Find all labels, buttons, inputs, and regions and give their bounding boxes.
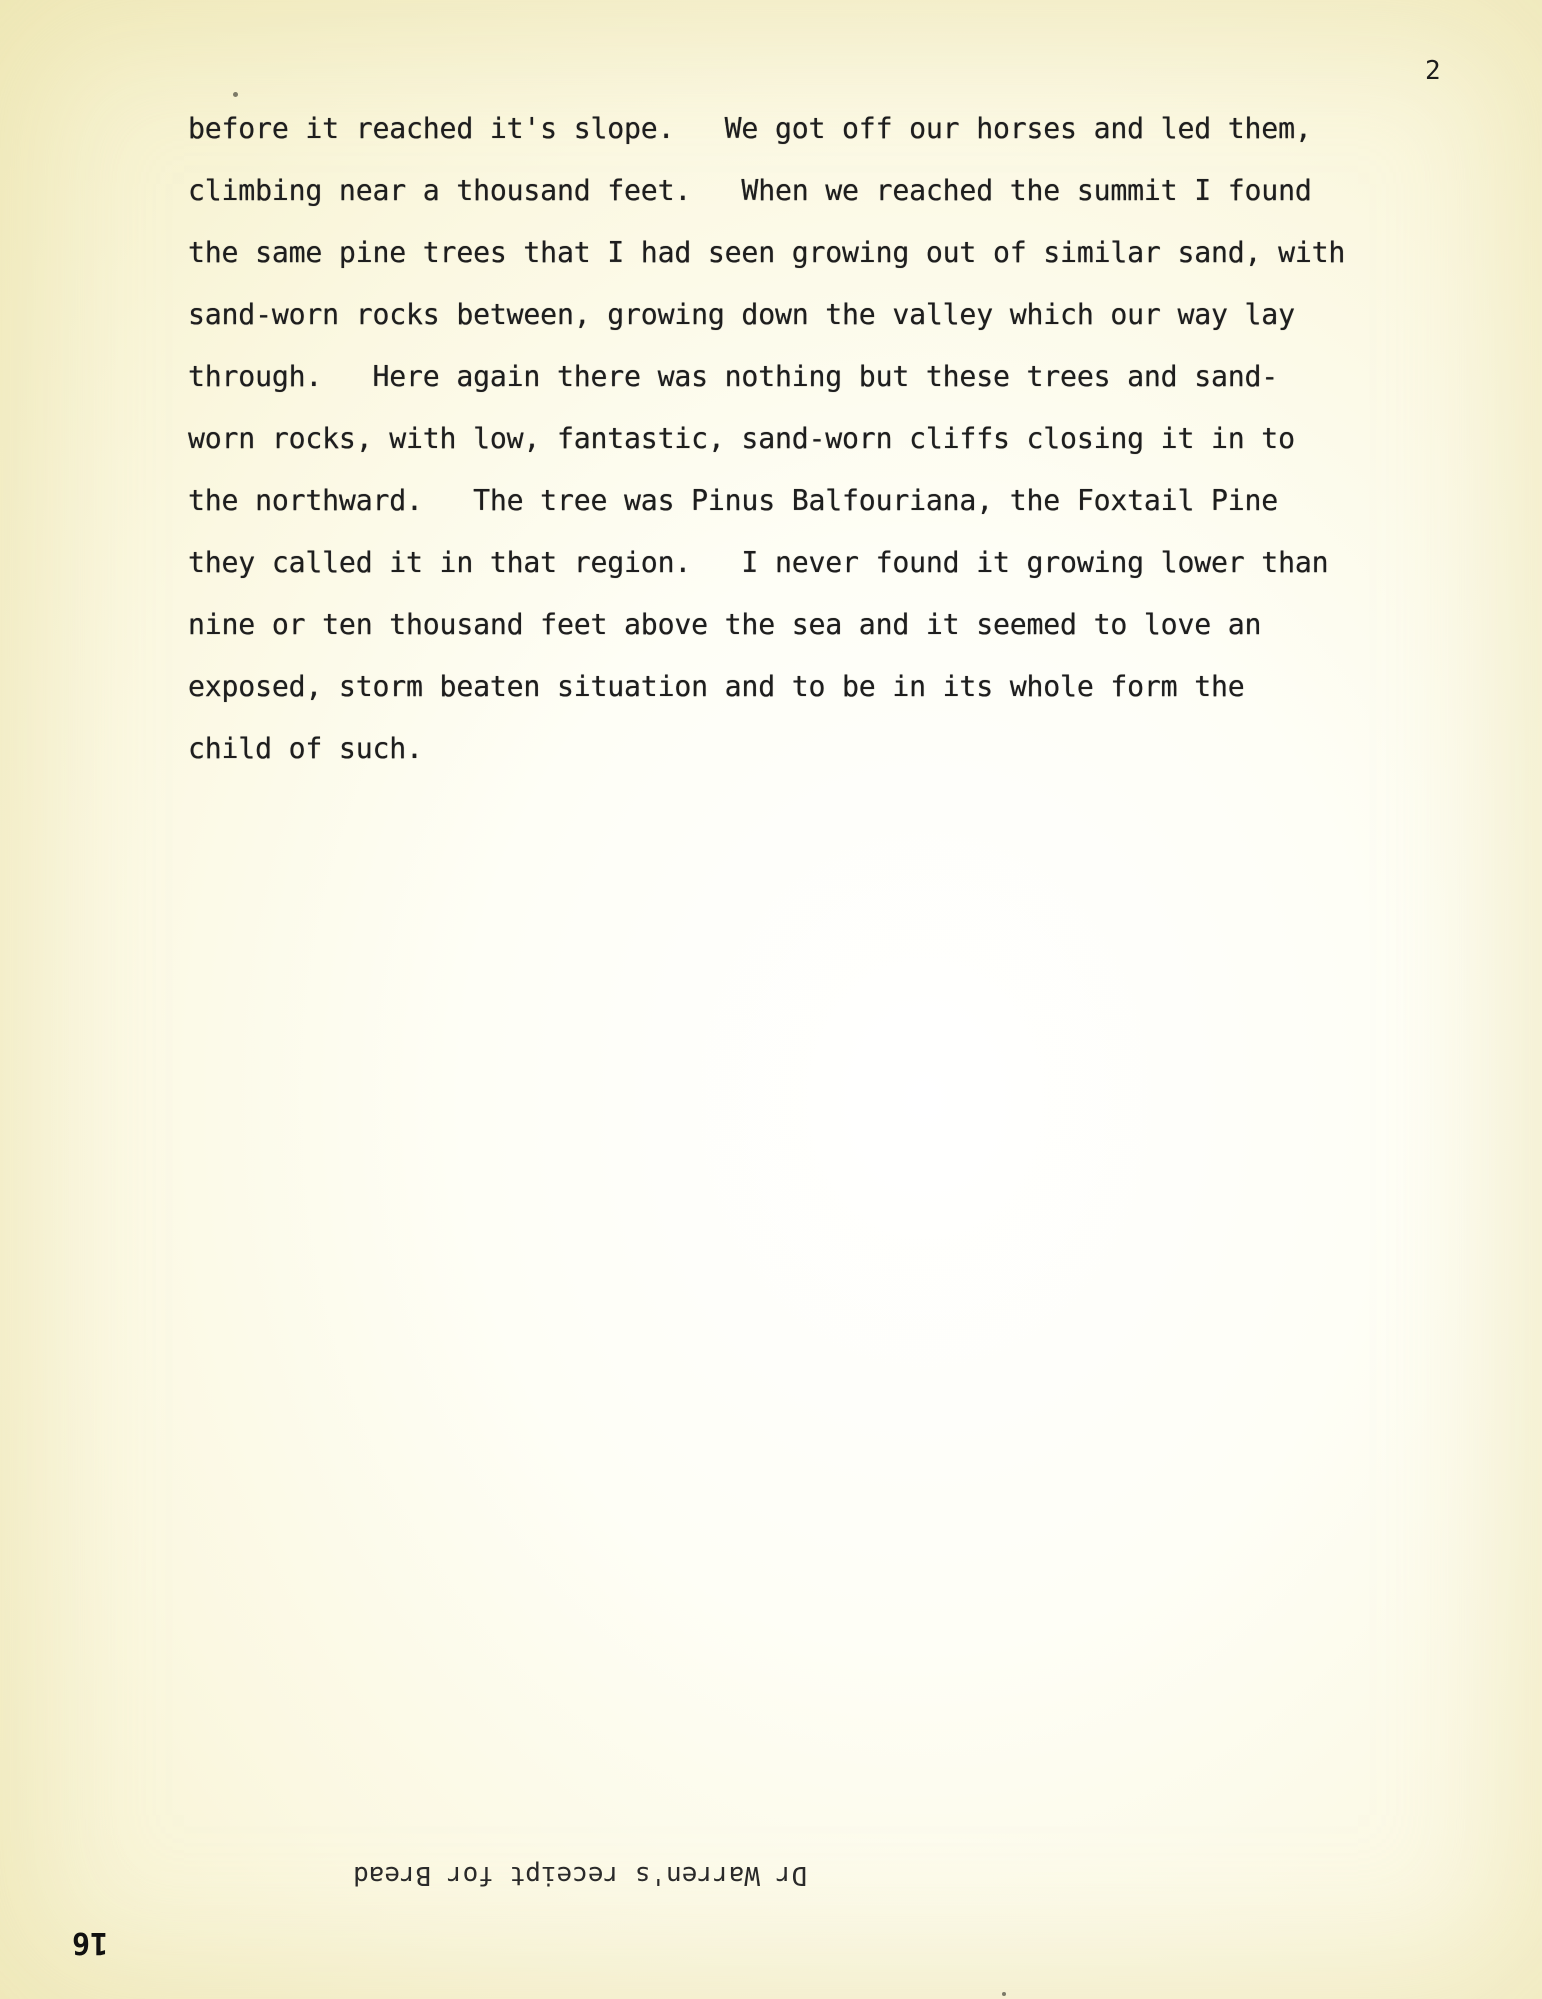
typed-text-body (188, 98, 1488, 780)
inverted-receipt-note: Dr Warren's receipt for Bread (353, 1860, 807, 1890)
text-line: worn rocks, with low, fantastic, sand-worn cliffs closing it in to (188, 422, 1295, 455)
ink-speck (233, 92, 238, 97)
text-line: exposed, storm beaten situation and to be in its whole form the (188, 670, 1245, 703)
text-line: nine or ten thousand feet above the sea and it seemed to love an (188, 608, 1262, 641)
text-line: before it reached it's slope. We got off our horses and led them, (188, 112, 1312, 145)
ink-speck (1002, 1992, 1006, 1996)
page-number: 2 (1425, 56, 1441, 86)
text-line: the northward. The tree was Pinus Balfouriana, the Foxtail Pine (188, 484, 1279, 517)
text-line: they called it in that region. I never found it growing lower than (188, 546, 1329, 579)
text-line: climbing near a thousand feet. When we reached the summit I found (188, 174, 1312, 207)
text-line: child of such. (188, 732, 423, 765)
text-line: through. Here again there was nothing but these trees and sand- (188, 360, 1279, 393)
text-line: the same pine trees that I had seen growing out of similar sand, with (188, 236, 1346, 269)
text-line: sand-worn rocks between, growing down the valley which our way lay (188, 298, 1295, 331)
inverted-folio-number: 16 (72, 1925, 109, 1960)
